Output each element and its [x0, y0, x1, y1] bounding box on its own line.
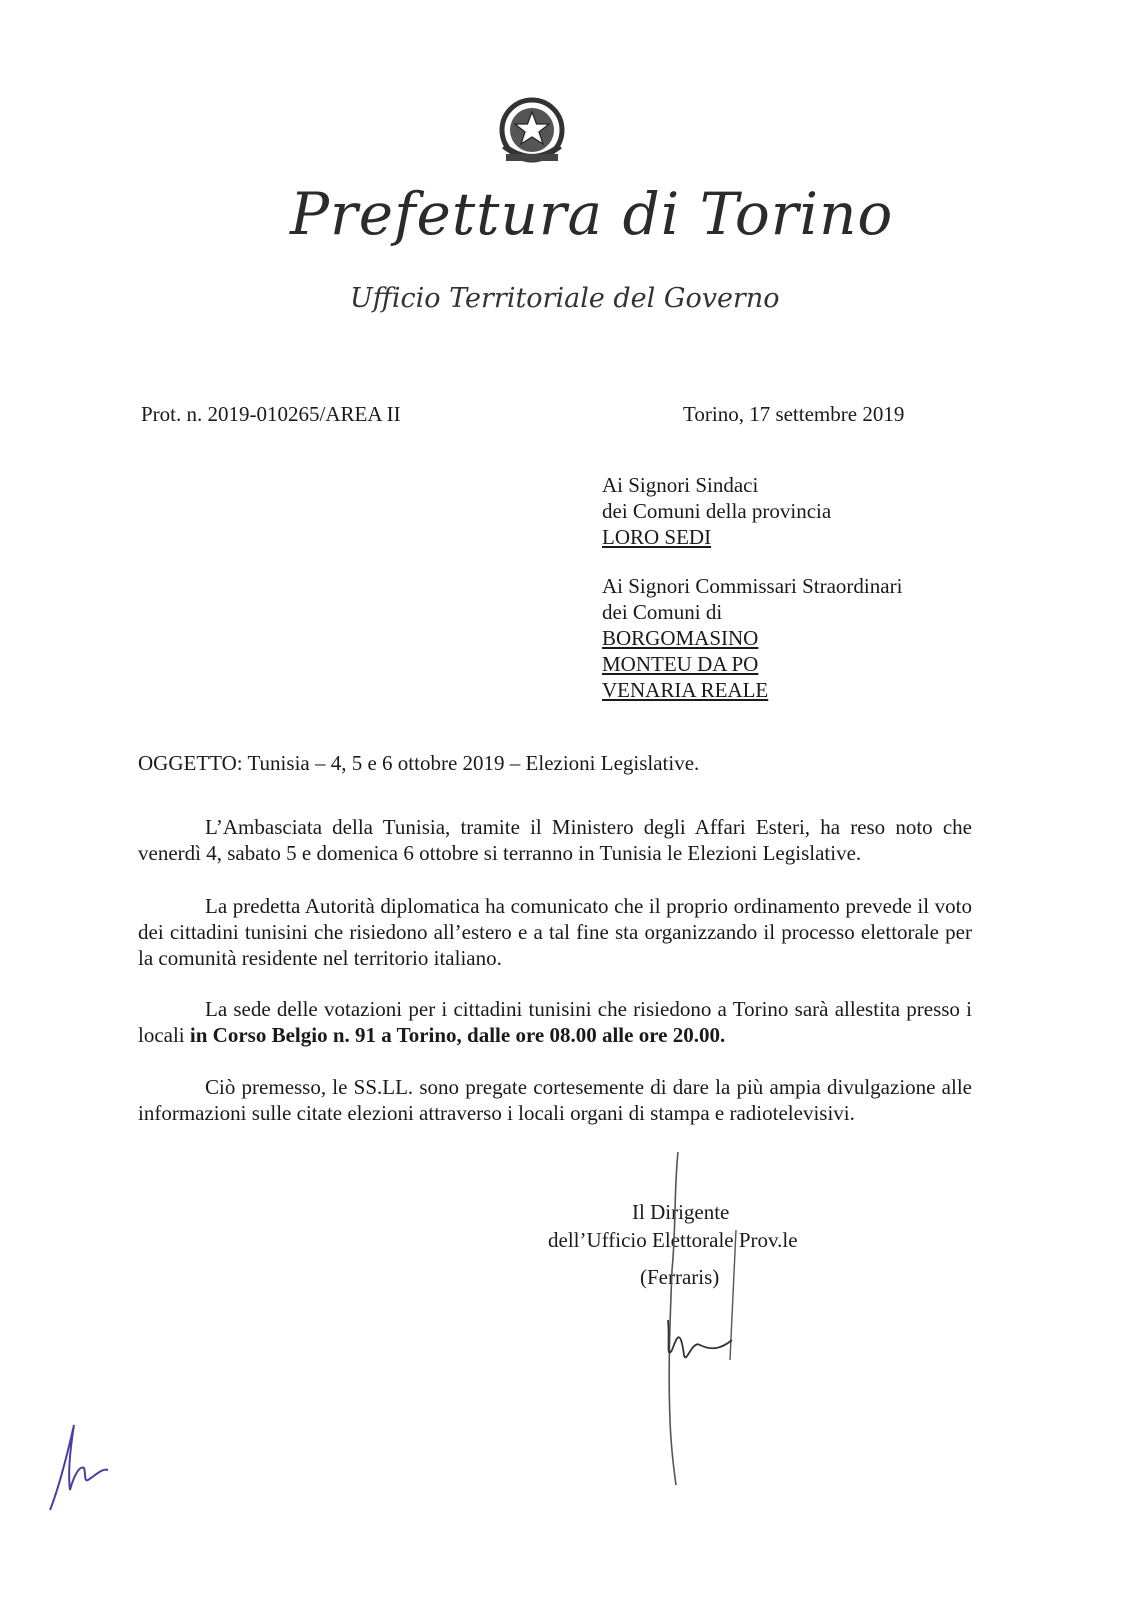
signatory-office: dell’Ufficio Elettorale Prov.le	[548, 1228, 798, 1252]
subject-line: OGGETTO: Tunisia – 4, 5 e 6 ottobre 2019 – Elezioni Legislative.	[138, 751, 700, 775]
body-paragraph	[138, 996, 972, 1048]
body-paragraph: L’Ambasciata della Tunisia, tramite il Ministero degli Affari Esteri, ha reso noto che venerdì 4, sabato 5 e domenica 6 ottobre si terranno in Tunisia le Elezioni Legislative.	[138, 815, 972, 865]
handwritten-initials	[40, 1420, 130, 1520]
body-bold-text: in Corso Belgio n. 91 a Torino, dalle ore 08.00 alle ore 20.00.	[189, 1023, 726, 1047]
body-paragraph: Ciò premesso, le SS.LL. sono pregate cortesemente di dare la più ampia divulgazione alle informazioni sulle citate elezioni attraverso i locali organi di stampa e radiotelevisivi.	[138, 1075, 972, 1125]
recipient-line: Ai Signori Commissari Straordinari	[602, 574, 903, 598]
letterhead-subtitle: Ufficio Territoriale del Governo	[350, 283, 780, 314]
letterhead-title: Prefettura di Torino	[290, 180, 894, 248]
body-paragraph: La predetta Autorità diplomatica ha comunicato che il proprio ordinamento prevede il voto dei cittadini tunisini che risiedono all’estero e a tal fine sta organizzando il processo elettorale per la comunità residente nel territorio italiano.	[138, 894, 972, 970]
recipient-block-commissioners	[602, 573, 902, 703]
recipient-town: MONTEU DA PO	[602, 652, 759, 676]
recipient-line: LORO SEDI	[602, 525, 712, 549]
recipient-line: dei Comuni di	[602, 600, 723, 624]
recipient-line: dei Comuni della provincia	[602, 499, 832, 523]
recipient-block-mayors	[602, 472, 831, 550]
letter-date: Torino, 17 settembre 2019	[683, 402, 905, 426]
recipient-town: BORGOMASINO	[602, 626, 759, 650]
protocol-number: Prot. n. 2019-010265/AREA II	[141, 402, 401, 426]
signatory-name: (Ferraris)	[640, 1265, 720, 1289]
recipient-line: Ai Signori Sindaci	[602, 473, 759, 497]
recipient-town: VENARIA REALE	[602, 678, 769, 702]
italian-republic-emblem-icon	[492, 88, 572, 178]
handwritten-signature	[640, 1150, 760, 1490]
signatory-title: Il Dirigente	[632, 1200, 730, 1224]
body-text: La sede delle votazioni per i cittadini tunisini che risiedono a Torino sarà allestita presso i locali	[138, 997, 972, 1047]
